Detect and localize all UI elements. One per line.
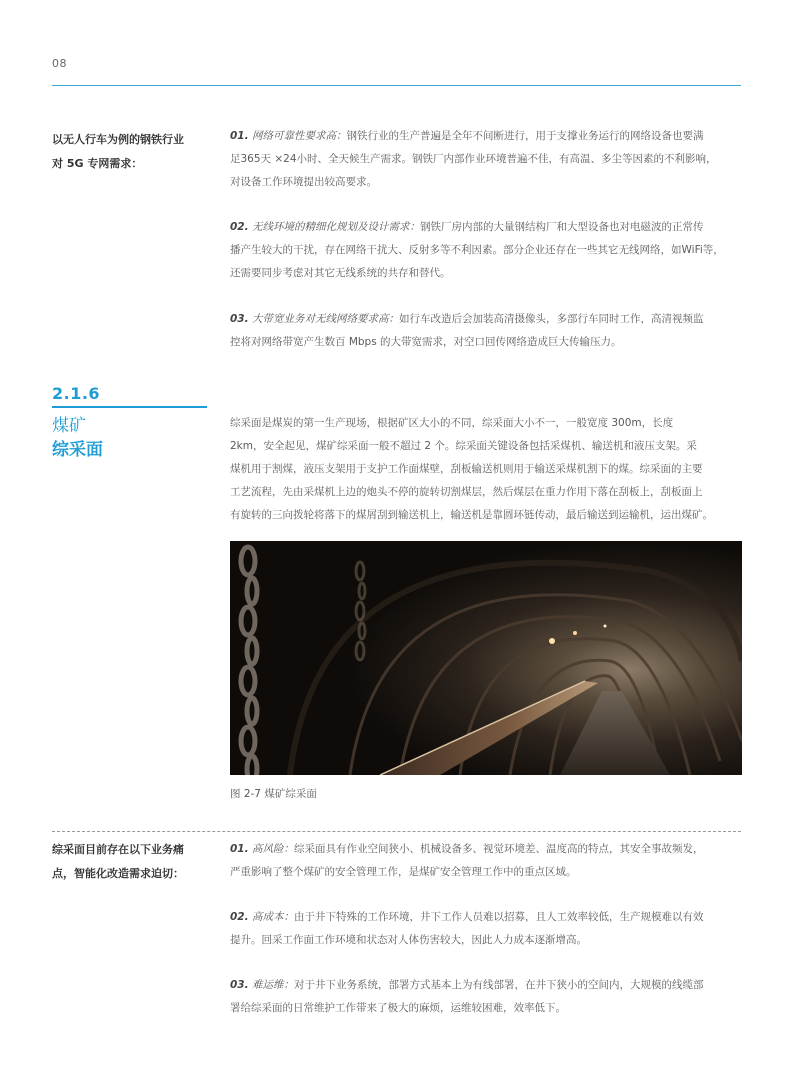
item-number: 02.: [230, 911, 249, 923]
section-rule: [52, 406, 207, 408]
item-number: 01.: [230, 843, 249, 855]
steel-item-2: [230, 216, 742, 285]
item-text: 由于井下特殊的工作环境，井下工作人员难以招募，且人工效率较低，生产规模难以有效: [293, 911, 704, 923]
steel-side-label-line2: 对 5G 专网需求：: [52, 157, 143, 170]
section-paragraph: [230, 412, 742, 527]
item-number: 03.: [230, 313, 249, 325]
item-text: 控将对网络带宽产生数百 Mbps 的大带宽需求，对空口回传网络造成巨大传输压力。: [230, 336, 622, 348]
item-lead: 高成本：: [251, 911, 294, 923]
dashed-divider: [52, 831, 741, 832]
steel-item-3: [230, 308, 742, 354]
paragraph-line: 工艺流程，先由采煤机上边的炮头不停的旋转切割煤层，然后煤层在重力作用下落在刮板上，刮板面上: [230, 486, 703, 498]
coal-side-label-line2: 点，智能化改造需求迫切：: [52, 867, 184, 880]
item-text: 提升。回采工作面工作环境和状态对人体伤害较大，因此人力成本逐渐增高。: [230, 934, 587, 946]
steel-item-1: [230, 125, 742, 194]
coal-item-2: [230, 906, 742, 952]
item-number: 03.: [230, 979, 249, 991]
item-text: 如行车改造后会加装高清摄像头，多部行车同时工作，高清视频监: [398, 313, 704, 325]
item-number: 02.: [230, 221, 249, 233]
page-number: 08: [52, 57, 67, 70]
section-title: [52, 414, 103, 462]
item-lead: 大带宽业务对无线网络要求高：: [251, 313, 399, 325]
item-lead: 网络可靠性要求高：: [251, 130, 347, 142]
section-number: 2.1.6: [52, 384, 101, 403]
item-text: 钢铁行业的生产普遍是全年不间断进行，用于支撑业务运行的网络设备也要满: [346, 130, 704, 142]
steel-side-label-line1: 以无人行车为例的钢铁行业: [52, 133, 184, 146]
item-lead: 高风险：: [251, 843, 294, 855]
item-number: 01.: [230, 130, 249, 142]
figure-caption: 图 2-7 煤矿综采面: [230, 788, 317, 800]
coal-item-3: [230, 974, 742, 1020]
paragraph-line: 有旋转的三向拨轮将落下的煤屑刮到输送机上，输送机是靠圆环链传动，最后输送到运输机，运出煤矿。: [230, 509, 713, 521]
item-text: 钢铁厂房内部的大量钢结构厂和大型设备也对电磁波的正常传: [419, 221, 704, 233]
coal-item-1: [230, 838, 742, 884]
coal-side-label: [52, 838, 217, 886]
item-lead: 无线环境的精细化规划及设计需求：: [251, 221, 420, 233]
item-text: 还需要同步考虑对其它无线系统的共存和替代。: [230, 267, 451, 279]
item-text: 足365天 ×24小时、全天候生产需求。钢铁厂内部作业环境普遍不佳，有高温、多尘等因素的不利影响，: [230, 153, 717, 165]
paragraph-line: 2km，安全起见，煤矿综采面一般不超过 2 个。综采面关键设备包括采煤机、输送机和液压支架。采: [230, 440, 697, 452]
paragraph-line: 综采面是煤炭的第一生产现场，根据矿区大小的不同，综采面大小不一，一般宽度 300m，长度: [230, 417, 674, 429]
item-text: 对于井下业务系统，部署方式基本上为有线部署，在井下狭小的空间内，大规模的线缆部: [293, 979, 704, 991]
paragraph-line: 煤机用于割煤，液压支架用于支护工作面煤壁，刮板输送机则用于输送采煤机割下的煤。综采面的主要: [230, 463, 703, 475]
coal-mine-tunnel-photo: [230, 541, 742, 775]
item-text: 署给综采面的日常维护工作带来了极大的麻烦，运维较困难，效率低下。: [230, 1002, 566, 1014]
item-text: 综采面具有作业空间狭小、机械设备多、视觉环境差、温度高的特点，其安全事故频发，: [293, 843, 704, 855]
coal-side-label-line1: 综采面目前存在以下业务痛: [52, 843, 184, 856]
item-text: 对设备工作环境提出较高要求。: [230, 176, 377, 188]
item-lead: 难运维：: [251, 979, 294, 991]
section-title-line2: 综采面: [52, 440, 103, 460]
top-rule: [52, 85, 741, 86]
section-title-line1: 煤矿: [52, 416, 86, 436]
item-text: 严重影响了整个煤矿的安全管理工作，是煤矿安全管理工作中的重点区域。: [230, 866, 577, 878]
steel-side-label: [52, 128, 217, 176]
item-text: 播产生较大的干扰，存在网络干扰大、反射多等不利因素。部分企业还存在一些其它无线网络，如WiFi等，: [230, 244, 724, 256]
